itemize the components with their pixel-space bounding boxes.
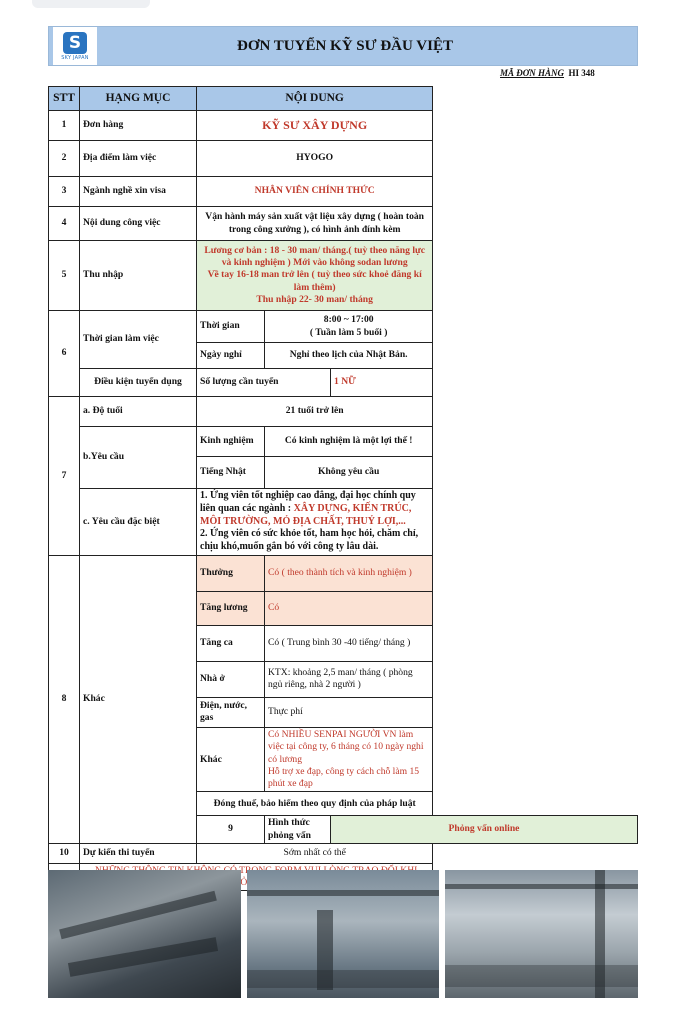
sub-label: Thưởng xyxy=(197,555,265,591)
sub-label: Nhà ở xyxy=(197,661,265,697)
row-number: 1 xyxy=(49,111,80,141)
footer-note: PHỎNG xyxy=(80,863,433,891)
table-row xyxy=(49,489,638,556)
sub-label: Tăng ca xyxy=(197,625,265,661)
location-value: HYOGO xyxy=(197,141,433,177)
sub-label: Điện, nước, gas xyxy=(197,697,265,727)
job-title-value: KỸ SƯ XÂY DỰNG xyxy=(197,111,433,141)
table-row xyxy=(49,111,638,141)
income-value xyxy=(197,241,433,311)
top-tab-strip xyxy=(32,0,150,8)
exam-date-value: Sớm nhất có thể xyxy=(197,843,433,863)
order-code-label: MÃ ĐƠN HÀNG xyxy=(500,68,565,78)
table-row xyxy=(49,843,638,863)
sub-label: Kinh nghiệm xyxy=(197,427,265,457)
order-code xyxy=(500,68,595,78)
page-title: ĐƠN TUYỂN KỸ SƯ ĐẦU VIỆT xyxy=(236,37,453,54)
order-code-value: HI 348 xyxy=(568,68,595,78)
sky-japan-logo xyxy=(53,27,97,65)
utilities-value: Thực phí xyxy=(265,697,433,727)
table-header-row xyxy=(49,87,638,111)
working-days-note: ( Tuần làm 5 buổi ) xyxy=(309,326,388,338)
sub-label: Ngày nghỉ xyxy=(197,343,265,369)
sub-label: Khác xyxy=(197,727,265,791)
document-header xyxy=(48,26,638,66)
insurance-value: Đóng thuế, bảo hiểm theo quy định của pháp luật xyxy=(197,792,433,816)
logo-caption: SKY JAPAN xyxy=(61,54,89,61)
col-item: HẠNG MỤC xyxy=(80,87,197,111)
table-row xyxy=(49,369,638,397)
working-hours: 8:00 ~ 17:00 xyxy=(323,314,374,326)
row-label: Dự kiến thi tuyển xyxy=(80,843,197,863)
row-number: 6 xyxy=(49,311,80,397)
row-label: Thời gian làm việc xyxy=(80,311,197,369)
row-label: Nội dung công việc xyxy=(80,207,197,241)
table-row xyxy=(49,177,638,207)
row-label: Địa điểm làm việc xyxy=(80,141,197,177)
raise-value: Có xyxy=(265,591,433,625)
working-hours-value xyxy=(265,311,433,343)
table-row xyxy=(49,241,638,311)
overtime-value: Có ( Trung bình 30 -40 tiếng/ tháng ) xyxy=(265,625,433,661)
bonus-value: Có ( theo thành tích và kinh nghiệm ) xyxy=(265,555,433,591)
row-number: 4 xyxy=(49,207,80,241)
sub-label: Thời gian xyxy=(197,311,265,343)
table-row xyxy=(49,427,638,457)
row-number: 8 xyxy=(49,555,80,843)
row-label: Đơn hàng xyxy=(80,111,197,141)
interview-form-value: Phỏng vấn online xyxy=(331,816,638,844)
quantity-value: 1 NỮ xyxy=(331,369,433,397)
table-row xyxy=(49,555,638,591)
visa-value: NHÂN VIÊN CHÍNH THỨC xyxy=(197,177,433,207)
row-label: a. Độ tuổi xyxy=(80,397,197,427)
sub-label: Tăng lương xyxy=(197,591,265,625)
other-benefit-1: Có NHIỀU SENPAI NGƯỜI VN làm việc tại công ty, 6 tháng có 10 ngày nghỉ có lương xyxy=(268,728,424,765)
row-label: b.Yêu cầu xyxy=(80,427,197,489)
row-number: 9 xyxy=(197,816,265,844)
row-number: 10 xyxy=(49,843,80,863)
table-row xyxy=(49,141,638,177)
factory-photo-2 xyxy=(247,870,440,998)
row-number: 3 xyxy=(49,177,80,207)
col-stt: STT xyxy=(49,87,80,111)
col-content: NỘI DUNG xyxy=(197,87,433,111)
sub-label: Số lượng cần tuyển xyxy=(197,369,331,397)
row-label: c. Yêu cầu đặc biệt xyxy=(80,489,197,556)
row-number: 5 xyxy=(49,241,80,311)
factory-photo-1 xyxy=(48,870,241,998)
job-order-table xyxy=(48,86,638,891)
special-req-2: 2. Ứng viên có sức khỏe tốt, ham học hỏi, chăm chỉ, chịu khó,muốn gắn bó với công ty lâu dài. xyxy=(200,528,419,553)
row-label: Thu nhập xyxy=(80,241,197,311)
other-benefit-2: Hỗ trợ xe đạp, công ty cách chỗ làm 15 phút xe đạp xyxy=(268,765,420,790)
table-row xyxy=(49,397,638,427)
factory-photo-3 xyxy=(445,870,638,998)
age-value: 21 tuổi trở lên xyxy=(197,397,433,427)
special-req-1a: 1. Ứng viên tốt nghiệp cao đẳng, đại học chính quy liên quan các ngành : xyxy=(200,490,416,514)
special-requirements-value xyxy=(197,489,433,556)
experience-value: Có kinh nghiệm là một lợi thế ! xyxy=(265,427,433,457)
other-benefits-value xyxy=(265,727,433,791)
japanese-value: Không yêu cầu xyxy=(265,457,433,489)
special-req-1b: XÂY DỰNG, KIẾN TRÚC, MÔI TRƯỜNG, MỎ ĐỊA CHẤT, THUỶ LỢI,... xyxy=(200,502,412,527)
row-label: Hình thức phỏng vấn xyxy=(265,816,331,844)
housing-value: KTX: khoảng 2,5 man/ tháng ( phòng ngủ riêng, nhà 2 người ) xyxy=(265,661,433,697)
row-number: 2 xyxy=(49,141,80,177)
income-line-2: Về tay 16-18 man trở lên ( tuỳ theo sức khoẻ đăng kí làm thêm) xyxy=(207,269,422,293)
income-line-1: Lương cơ bản : 18 - 30 man/ tháng.( tuỳ theo năng lực và kinh nghiệm ) Mới vào không sodan lương xyxy=(204,244,426,269)
row-number: 7 xyxy=(49,397,80,556)
income-line-3: Thu nhập 22- 30 man/ tháng xyxy=(256,293,373,305)
row-label: Ngành nghề xin visa xyxy=(80,177,197,207)
factory-photos xyxy=(48,870,638,998)
table-row xyxy=(49,311,638,343)
row-label: Khác xyxy=(80,555,197,843)
row-label: Điều kiện tuyển dụng xyxy=(80,369,197,397)
table-row xyxy=(49,207,638,241)
logo-mark-icon: S xyxy=(63,32,87,54)
sub-label: Tiếng Nhật xyxy=(197,457,265,489)
holiday-value: Nghỉ theo lịch của Nhật Bản. xyxy=(265,343,433,369)
job-description-value: Vận hành máy sản xuất vật liệu xây dựng ( hoàn toàn trong công xưởng ), có hình ảnh đính kèm xyxy=(197,207,433,241)
